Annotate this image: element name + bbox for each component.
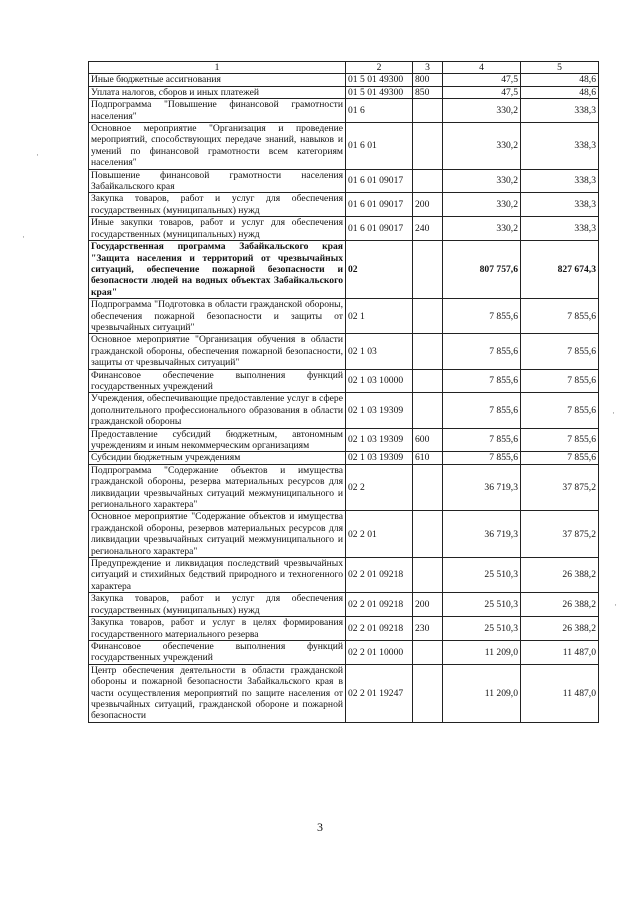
row-expense-type	[413, 664, 443, 722]
row-expense-type	[413, 299, 443, 334]
row-value-col4: 330,2	[443, 123, 521, 170]
table-row	[89, 369, 599, 393]
row-code: 02 2 01 09218	[346, 558, 413, 593]
row-name: Иные закупки товаров, работ и услуг для обеспечения государственных (муниципальных) нужд	[89, 217, 346, 241]
row-value-col4: 7 855,6	[443, 334, 521, 369]
row-name: Предоставление субсидий бюджетным, автономным учреждениям и иным некоммерческим организациям	[89, 428, 346, 452]
scan-speck: ·	[36, 150, 39, 160]
row-name: Закупка товаров, работ и услуг в целях формирования государственного материального резерва	[89, 617, 346, 641]
row-expense-type	[413, 393, 443, 428]
row-value-col4: 36 719,3	[443, 511, 521, 558]
row-code: 01 5 01 49300	[346, 74, 413, 86]
row-code: 02 1	[346, 299, 413, 334]
row-code: 02 2 01 09218	[346, 593, 413, 617]
table-row	[89, 593, 599, 617]
row-value-col4: 330,2	[443, 169, 521, 193]
scan-speck: ·	[22, 232, 25, 242]
row-value-col5: 11 487,0	[521, 664, 599, 722]
row-code: 02 1 03 10000	[346, 369, 413, 393]
row-name: Закупка товаров, работ и услуг для обеспечения государственных (муниципальных) нужд	[89, 593, 346, 617]
row-value-col5: 338,3	[521, 123, 599, 170]
row-name: Субсидии бюджетным учреждениям	[89, 452, 346, 464]
row-name: Уплата налогов, сборов и иных платежей	[89, 86, 346, 98]
row-value-col4: 7 855,6	[443, 452, 521, 464]
table-header-row	[89, 62, 599, 74]
row-value-col5: 11 487,0	[521, 640, 599, 664]
table-row	[89, 99, 599, 123]
row-code: 01 5 01 49300	[346, 86, 413, 98]
row-expense-type: 600	[413, 428, 443, 452]
row-name: Основное мероприятие "Организация обучения в области гражданской обороны, обеспечения пожарной безопасности, защиты от чрезвычайных ситуаций"	[89, 334, 346, 369]
row-expense-type	[413, 558, 443, 593]
table-row	[89, 299, 599, 334]
row-value-col4: 11 209,0	[443, 640, 521, 664]
table-row	[89, 452, 599, 464]
row-value-col5: 37 875,2	[521, 511, 599, 558]
row-value-col4: 330,2	[443, 217, 521, 241]
header-col-1: 1	[89, 62, 346, 74]
row-value-col4: 25 510,3	[443, 593, 521, 617]
table-row	[89, 123, 599, 170]
row-expense-type: 850	[413, 86, 443, 98]
row-expense-type: 610	[413, 452, 443, 464]
row-expense-type: 800	[413, 74, 443, 86]
row-name: Учреждения, обеспечивающие предоставление услуг в сфере дополнительного профессионального образования в области гражданской обороны	[89, 393, 346, 428]
row-expense-type: 240	[413, 217, 443, 241]
table-row	[89, 640, 599, 664]
row-value-col4: 330,2	[443, 99, 521, 123]
row-value-col5: 7 855,6	[521, 393, 599, 428]
table-row	[89, 393, 599, 428]
row-code: 02 1 03	[346, 334, 413, 369]
row-value-col5: 26 388,2	[521, 558, 599, 593]
table-row	[89, 558, 599, 593]
row-name: Предупреждение и ликвидация последствий чрезвычайных ситуаций и стихийных бедствий природного и техногенного характера	[89, 558, 346, 593]
row-code: 02 1 03 19309	[346, 428, 413, 452]
row-value-col4: 7 855,6	[443, 393, 521, 428]
row-code: 02 2 01 19247	[346, 664, 413, 722]
table-row	[89, 334, 599, 369]
row-value-col5: 338,3	[521, 169, 599, 193]
row-value-col5: 7 855,6	[521, 428, 599, 452]
budget-table	[88, 61, 599, 723]
row-value-col5: 48,6	[521, 74, 599, 86]
row-name: Повышение финансовой грамотности населения Забайкальского края	[89, 169, 346, 193]
table-row	[89, 86, 599, 98]
row-value-col4: 807 757,6	[443, 241, 521, 299]
table-row	[89, 74, 599, 86]
row-value-col4: 11 209,0	[443, 664, 521, 722]
header-col-3: 3	[413, 62, 443, 74]
row-value-col5: 827 674,3	[521, 241, 599, 299]
scan-speck: ·	[614, 600, 617, 610]
row-name: Подпрограмма "Повышение финансовой грамотности населения"	[89, 99, 346, 123]
row-name: Финансовое обеспечение выполнения функций государственных учреждений	[89, 369, 346, 393]
row-value-col5: 26 388,2	[521, 617, 599, 641]
table-row	[89, 617, 599, 641]
row-code: 02 1 03 19309	[346, 393, 413, 428]
row-value-col5: 7 855,6	[521, 299, 599, 334]
table-row	[89, 428, 599, 452]
row-code: 02 2 01	[346, 511, 413, 558]
row-code: 02 2 01 10000	[346, 640, 413, 664]
table-row	[89, 169, 599, 193]
row-name: Основное мероприятие "Организация и проведение мероприятий, способствующих передаче знаний, навыков и умений по финансовой грамотности всем категориям населения"	[89, 123, 346, 170]
row-value-col4: 7 855,6	[443, 299, 521, 334]
row-code: 01 6 01 09017	[346, 169, 413, 193]
row-name: Иные бюджетные ассигнования	[89, 74, 346, 86]
row-code: 02 2	[346, 464, 413, 511]
row-expense-type	[413, 123, 443, 170]
table-row	[89, 464, 599, 511]
row-value-col5: 37 875,2	[521, 464, 599, 511]
row-value-col5: 7 855,6	[521, 369, 599, 393]
row-value-col5: 26 388,2	[521, 593, 599, 617]
row-expense-type	[413, 169, 443, 193]
row-name: Государственная программа Забайкальского края "Защита населения и территорий от чрезвычайных ситуаций, обеспечение пожарной безопасности и безопасности людей на водных объектах Забайкальского края"	[89, 241, 346, 299]
row-value-col4: 47,5	[443, 86, 521, 98]
row-code: 01 6 01 09017	[346, 217, 413, 241]
row-name: Центр обеспечения деятельности в области гражданской обороны и пожарной безопасности Забайкальского края в части осуществления мероприятий по защите населения от чрезвычайных ситуаций, гражданской обороне и пожарной безопасности	[89, 664, 346, 722]
row-expense-type	[413, 511, 443, 558]
scan-speck: ·	[612, 408, 615, 418]
header-col-5: 5	[521, 62, 599, 74]
row-value-col4: 25 510,3	[443, 617, 521, 641]
row-value-col5: 48,6	[521, 86, 599, 98]
row-value-col4: 36 719,3	[443, 464, 521, 511]
row-code: 01 6	[346, 99, 413, 123]
row-value-col5: 7 855,6	[521, 452, 599, 464]
row-value-col4: 25 510,3	[443, 558, 521, 593]
row-expense-type	[413, 99, 443, 123]
row-value-col4: 330,2	[443, 193, 521, 217]
row-expense-type	[413, 369, 443, 393]
row-expense-type: 200	[413, 193, 443, 217]
row-code: 01 6 01	[346, 123, 413, 170]
row-expense-type: 200	[413, 593, 443, 617]
row-code: 02	[346, 241, 413, 299]
row-code: 01 6 01 09017	[346, 193, 413, 217]
row-code: 02 1 03 19309	[346, 452, 413, 464]
row-name: Подпрограмма "Содержание объектов и имущества гражданской обороны, резерва материальных ресурсов для ликвидации чрезвычайных ситуаций межмуниципального и регионального характера"	[89, 464, 346, 511]
row-expense-type: 230	[413, 617, 443, 641]
row-value-col4: 7 855,6	[443, 428, 521, 452]
row-expense-type	[413, 464, 443, 511]
row-expense-type	[413, 334, 443, 369]
row-name: Основное мероприятие "Содержание объектов и имущества гражданской обороны, резервов материальных ресурсов для ликвидации чрезвычайных ситуаций межмуниципального и регионального характера"	[89, 511, 346, 558]
table-row	[89, 511, 599, 558]
row-name: Финансовое обеспечение выполнения функций государственных учреждений	[89, 640, 346, 664]
row-name: Подпрограмма "Подготовка в области гражданской обороны, обеспечения пожарной безопасности и защиты от чрезвычайных ситуаций"	[89, 299, 346, 334]
row-name: Закупка товаров, работ и услуг для обеспечения государственных (муниципальных) нужд	[89, 193, 346, 217]
row-value-col5: 338,3	[521, 99, 599, 123]
table-row	[89, 193, 599, 217]
row-expense-type	[413, 241, 443, 299]
table-row	[89, 241, 599, 299]
header-col-2: 2	[346, 62, 413, 74]
table-row	[89, 217, 599, 241]
row-expense-type	[413, 640, 443, 664]
table-row	[89, 664, 599, 722]
row-value-col4: 7 855,6	[443, 369, 521, 393]
row-code: 02 2 01 09218	[346, 617, 413, 641]
row-value-col5: 7 855,6	[521, 334, 599, 369]
page-number: 3	[317, 820, 323, 834]
row-value-col5: 338,3	[521, 217, 599, 241]
row-value-col4: 47,5	[443, 74, 521, 86]
row-value-col5: 338,3	[521, 193, 599, 217]
header-col-4: 4	[443, 62, 521, 74]
